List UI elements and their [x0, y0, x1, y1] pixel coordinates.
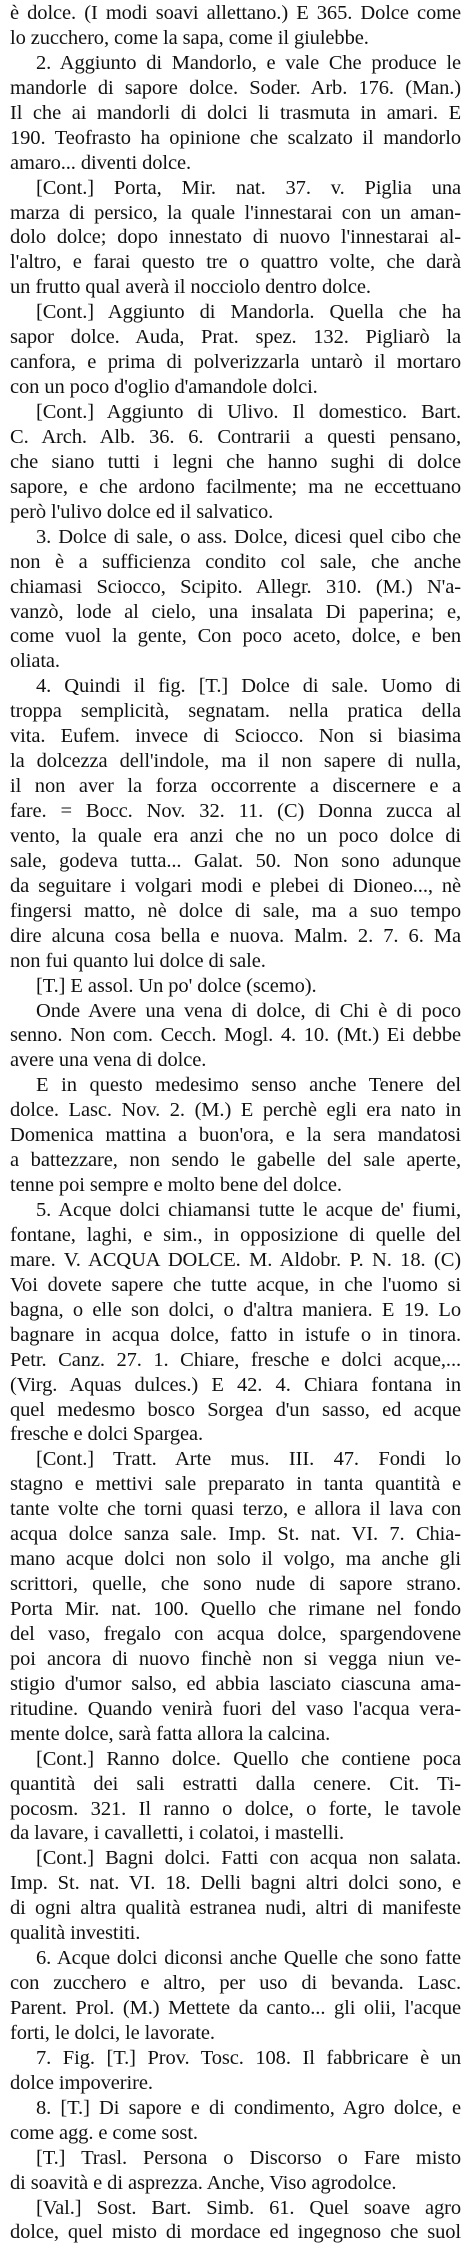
text-line: non è a sufficienza condito col sale, che anche: [10, 550, 461, 573]
text-line: dolo dolce; dopo innestato di nuovo l'innestarai al-: [10, 226, 461, 249]
text-line: però l'ulivo dolce ed il salvatico.: [10, 500, 274, 523]
text-line: forti, le dolci, le lavorate.: [10, 2021, 215, 2044]
text-line: come agg. e come sost.: [10, 2121, 198, 2144]
text-line: vita. Eufem. invece di Sciocco. Non si biasima: [10, 725, 461, 748]
text-line: [Val.] Sost. Bart. Simb. 61. Quel soave agro: [36, 2196, 461, 2219]
text-line: sapor dolce. Auda, Prat. spez. 132. Pigliarò la: [10, 326, 461, 349]
text-line: [Cont.] Tratt. Arte mus. III. 47. Fondi lo: [36, 1448, 461, 1471]
text-line: dolce, quel misto di mordace ed ingegnoso che suol: [10, 2221, 461, 2244]
text-line: E in questo medesimo senso anche Tenere del: [36, 1074, 461, 1097]
text-line: dolce impoverire.: [10, 2071, 153, 2094]
text-line: 3. Dolce di sale, o ass. Dolce, dicesi quel cibo che: [36, 525, 461, 548]
text-line: non fui quanto lui dolce di sale.: [10, 949, 266, 972]
text-line: bagna, o elle son dolci, o d'altra maniera. E 19. Lo: [10, 1298, 461, 1321]
text-line: Petr. Canz. 27. 1. Chiare, fresche e dolci acque,...: [10, 1348, 461, 1371]
text-line: Imp. St. nat. VI. 18. Delli bagni altri dolci sono, e: [10, 1872, 461, 1895]
text-line: acqua dolce sanza sale. Imp. St. nat. VI. 7. Chia-: [10, 1523, 461, 1546]
text-line: tenne poi sempre e molto bene del dolce.: [10, 1174, 342, 1197]
text-line: qualità investiti.: [10, 1922, 141, 1945]
text-line: [Cont.] Bagni dolci. Fatti con acqua non salata.: [36, 1847, 461, 1870]
text-line: fare. = Bocc. Nov. 32. 11. (C) Donna zucca al: [10, 800, 461, 822]
text-line: 5. Acque dolci chiamansi tutte le acque de' fiumi,: [36, 1199, 461, 1221]
text-line: 8. [T.] Di sapore e di condimento, Agro dolce, e: [36, 2096, 461, 2119]
text-line: oliata.: [10, 650, 60, 673]
text-line: [Cont.] Porta, Mir. nat. 37. v. Piglia una: [36, 176, 461, 199]
text-line: poi ancora di nuovo finchè non si vegga niun ve-: [10, 1647, 461, 1670]
text-line: con zucchero e altro, per uso di bevanda. Lasc.: [10, 1972, 461, 1995]
text-line: fontane, laghi, e sim., in opposizione di quelle del: [10, 1223, 461, 1246]
text-line: quantità dei sali estratti dalla cenere. Cit. Ti-: [10, 1772, 461, 1795]
text-line: 190. Teofrasto ha opinione che scalzato il mandorlo: [10, 126, 461, 149]
text-line: 2. Aggiunto di Mandorlo, e vale Che produce le: [36, 51, 461, 74]
text-line: vanzò, lode al cielo, una insalata Di paperina; e,: [10, 600, 461, 623]
text-line: troppa semplicità, segnatam. nella pratica della: [10, 700, 461, 723]
text-line: quel medesmo bosco Sorgea d'un sasso, ed acque: [10, 1398, 461, 1421]
text-line: fingersi matto, nè dolce di sale, ma a suo tempo: [10, 899, 461, 922]
text-line: da seguitare i volgari modi e plebei di Dioneo..., nè: [10, 874, 461, 897]
text-line: 4. Quindi il fig. [T.] Dolce di sale. Uomo di: [36, 675, 461, 698]
text-line: tante volte che torni quasi terzo, e allora il lava con: [10, 1498, 461, 1521]
text-line: di ogni altra qualità estranea nudi, altri di manifeste: [10, 1897, 461, 1920]
text-line: è dolce. (I modi soavi allettano.) E 365. Dolce come: [10, 2, 461, 24]
text-line: dire alcuna cosa bella e nuova. Malm. 2. 7. 6. Ma: [10, 924, 461, 947]
text-line: mare. V. ACQUA DOLCE. M. Aldobr. P. N. 18. (C): [10, 1248, 461, 1271]
text-line: [Cont.] Aggiunto di Mandorla. Quella che ha: [36, 301, 461, 324]
text-line: senno. Non com. Cecch. Mogl. 4. 10. (Mt.) Ei debbe: [10, 1024, 461, 1047]
text-line: mandorle di sapore dolce. Soder. Arb. 176. (Man.): [10, 76, 461, 99]
text-line: sapore, e che ardono facilmente; ma ne eccettuano: [10, 475, 461, 498]
text-line: Il che ai mandorli di dolci li trasmuta in amari. E: [10, 101, 461, 124]
text-line: marza di persico, la quale l'innestarai con un aman-: [10, 201, 461, 224]
text-line: a battezzare, non sendo le gabelle del sale aperte,: [10, 1149, 461, 1172]
text-line: come vuol la gente, Con poco aceto, dolce, e ben: [10, 625, 461, 648]
text-line: [Cont.] Aggiunto di Ulivo. Il domestico. Bart.: [36, 401, 461, 423]
text-line: mente dolce, sarà fatta allora la calcina.: [10, 1722, 331, 1745]
text-line: con un poco d'oglio d'amandole dolci.: [10, 376, 318, 399]
text-line: il non aver la forza occorrente a discernere e a: [10, 775, 461, 798]
text-line: la dolcezza dell'indole, ma il non sapere di nulla,: [10, 750, 461, 773]
text-line: un frutto qual averà il nocciolo dentro dolce.: [10, 276, 371, 299]
text-line: scrittori, quelle, che sono nude di sapore strano.: [10, 1573, 461, 1596]
text-line: mano acque dolci non solo il volgo, ma anche gli: [10, 1548, 461, 1571]
text-line: del vaso, fregalo con acqua dolce, spargendovene: [10, 1622, 461, 1645]
text-line: Voi dovete sapere che tutte acque, in che l'uomo si: [10, 1273, 461, 1296]
text-line: chiamasi Sciocco, Scipito. Allegr. 310. (M.) N'a-: [10, 575, 461, 598]
text-line: vento, la quale era anzi che no un poco dolce di: [10, 824, 461, 847]
text-line: [T.] Trasl. Persona o Discorso o Fare misto: [36, 2146, 461, 2169]
text-line: [Cont.] Ranno dolce. Quello che contiene poca: [36, 1747, 461, 1770]
text-line: lo zucchero, come la sapa, come il giulebbe.: [10, 26, 369, 49]
text-line: Parent. Prol. (M.) Mettete da canto... gli olii, l'acque: [10, 1997, 461, 2019]
text-line: l'altro, e farai questo tre o quattro volte, che darà: [10, 251, 461, 274]
text-line: dolce. Lasc. Nov. 2. (M.) E perchè egli era nato in: [10, 1099, 461, 1122]
text-line: ritudine. Quando venirà fuori del vaso l'acqua vera-: [10, 1697, 461, 1720]
text-line: da lavare, i cavalletti, i colatoi, i mastelli.: [10, 1822, 344, 1845]
text-line: pocosm. 321. Il ranno o dolce, o forte, le tavole: [10, 1797, 461, 1820]
text-line: [T.] E assol. Un po' dolce (scemo).: [36, 974, 317, 997]
text-line: di soavità e di asprezza. Anche, Viso agrodolce.: [10, 2171, 397, 2194]
text-line: Porta Mir. nat. 100. Quello che rimane nel fondo: [10, 1598, 461, 1620]
text-line: Onde Avere una vena di dolce, di Chi è di poco: [36, 999, 461, 1022]
text-line: che siano tutti i legni che hanno sughi di dolce: [10, 450, 461, 473]
text-line: fresche e dolci Spargea.: [10, 1423, 204, 1446]
text-line: sale, godeva tutta... Galat. 50. Non sono adunque: [10, 849, 461, 872]
text-line: stagno e mettivi sale preparato in tanta quantità e: [10, 1473, 461, 1496]
text-line: Domenica mattina a buon'ora, e la sera mandatosi: [10, 1124, 461, 1147]
text-line: C. Arch. Alb. 36. 6. Contrarii a questi pensano,: [10, 425, 461, 448]
text-line: stigio d'umor salso, ed abbia lasciato ciascuna ama-: [10, 1672, 461, 1695]
text-line: 7. Fig. [T.] Prov. Tosc. 108. Il fabbricare è un: [36, 2046, 461, 2069]
text-line: amaro... diventi dolce.: [10, 151, 191, 174]
text-line: canfora, e prima di polverizzarla untarò il mortaro: [10, 351, 461, 374]
text-line: bagnare in acqua dolce, fatto in istufe o in tinora.: [10, 1323, 461, 1346]
text-line: avere una vena di dolce.: [10, 1049, 207, 1072]
text-line: 6. Acque dolci diconsi anche Quelle che sono fatte: [36, 1947, 461, 1970]
text-line: (Virg. Aquas dulces.) E 42. 4. Chiara fontana in: [10, 1373, 461, 1396]
